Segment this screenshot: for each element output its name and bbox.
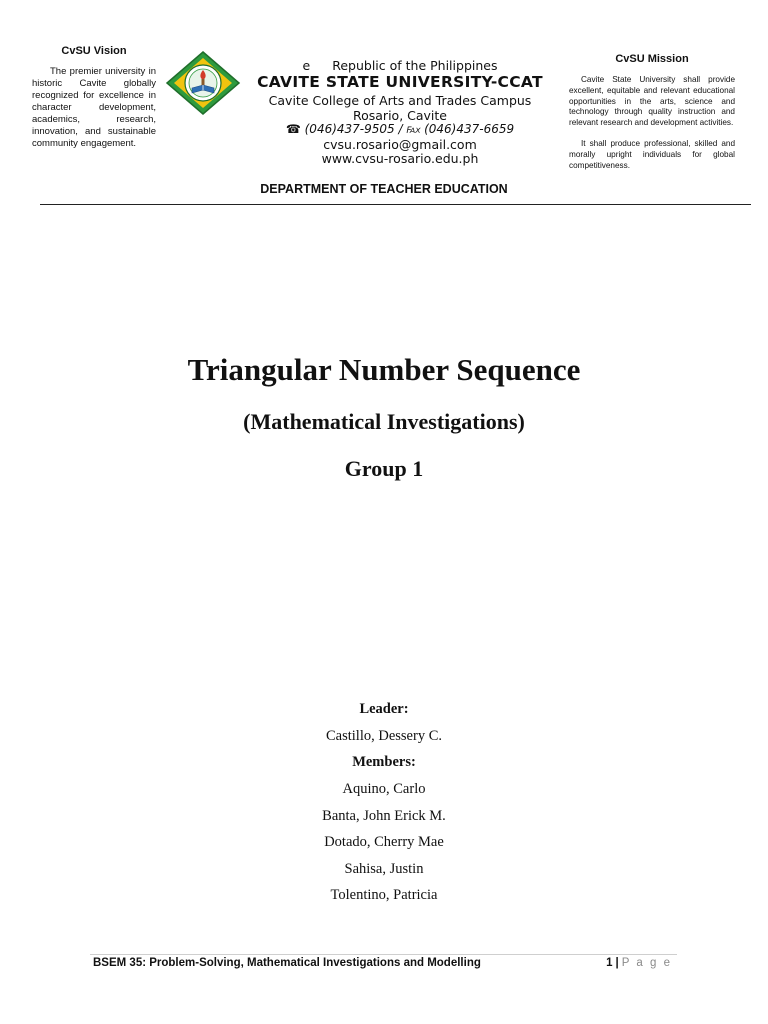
member-name: Dotado, Cherry Mae: [324, 834, 444, 850]
university-name: CAVITE STATE UNIVERSITY-CCAT: [257, 73, 543, 91]
group-label: Group 1: [344, 456, 424, 481]
fax-icon: ℻: [406, 122, 421, 136]
fax-number: (046)437-6659: [424, 122, 515, 136]
phone-number: (046)437-9505: [304, 122, 395, 136]
page-indicator: [560, 957, 672, 969]
member-name: Tolentino, Patricia: [330, 887, 438, 903]
document-subtitle: (Mathematical Investigations): [243, 409, 525, 434]
header-prefix: e: [302, 58, 311, 73]
email-link[interactable]: cvsu.rosario@gmail.com: [323, 137, 477, 152]
document-title: Triangular Number Sequence: [187, 352, 581, 387]
website-link[interactable]: www.cvsu-rosario.edu.ph: [321, 151, 479, 166]
members-list: [0, 781, 768, 914]
member-name: Aquino, Carlo: [342, 781, 426, 797]
members-label: Members:: [352, 754, 416, 770]
university-seal-icon: [165, 50, 241, 116]
phone-icon: ☎: [285, 122, 301, 136]
contact-numbers: [245, 122, 555, 136]
header-divider: [40, 204, 751, 205]
footer-course-title: BSEM 35: Problem-Solving, Mathematical Investigations and Modelling: [93, 957, 481, 969]
vision-text: The premier university in historic Cavite globally recognized for excellence in character development, academics, research, innovation, and sustainable community engagement.: [32, 66, 156, 149]
mission-title: CvSU Mission: [615, 53, 689, 65]
department-name: DEPARTMENT OF TEACHER EDUCATION: [260, 182, 508, 196]
leader-name: Castillo, Dessery C.: [326, 728, 442, 744]
mission-paragraph: Cavite State University shall provide excellent, equitable and relevant educational opportunities in the arts, science and technology through quality instruction and relevant research and development activities.: [569, 75, 735, 128]
republic-line: [245, 58, 555, 73]
vision-title: CvSU Vision: [61, 45, 127, 57]
page-label: P a g e: [621, 957, 672, 969]
campus-location: Rosario, Cavite: [352, 108, 447, 123]
campus-name: Cavite College of Arts and Trades Campus: [268, 93, 532, 108]
leader-label: Leader:: [359, 701, 409, 717]
member-name: Sahisa, Justin: [344, 860, 424, 877]
page-number: 1: [606, 957, 613, 969]
mission-paragraph: It shall produce professional, skilled and morally upright individuals for global competitiveness.: [569, 139, 735, 170]
footer-divider: [90, 954, 677, 955]
member-name: Banta, John Erick M.: [322, 807, 446, 824]
contact-separator: /: [398, 122, 403, 136]
page-separator: |: [615, 957, 619, 969]
republic-text: Republic of the Philippines: [332, 58, 498, 73]
